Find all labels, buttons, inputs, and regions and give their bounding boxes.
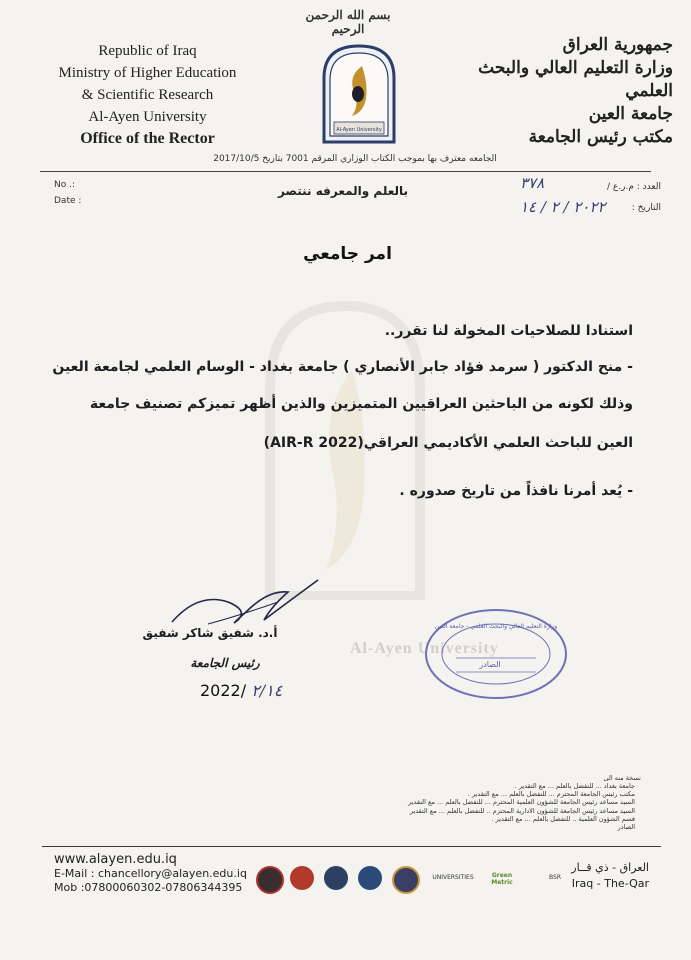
svg-text:Al-Ayen University: Al-Ayen University xyxy=(336,127,382,133)
svg-text:وزارة التعليم العالي والبحث ال: وزارة التعليم العالي والبحث العلمي - جامعة العين xyxy=(434,623,558,630)
body-item-1-cont2: العين للباحث العلمي الأكاديمي العراقي(AIR-R 2022) xyxy=(263,435,633,451)
en-line-4: Al-Ayen University xyxy=(88,109,207,125)
footer-website[interactable]: www.alayen.edu.iq xyxy=(54,852,177,867)
ar-line-1: جمهورية العراق xyxy=(562,35,673,55)
en-line-3: & Scientific Research xyxy=(81,87,214,103)
footer-divider xyxy=(42,846,661,847)
badge-icon xyxy=(392,866,420,894)
badge-icon xyxy=(358,866,382,890)
partner-universities: UNIVERSITIES xyxy=(432,874,474,881)
stamp-issued: الصادر xyxy=(479,660,501,669)
ar-line-4: مكتب رئيس الجامعة xyxy=(528,127,673,147)
distribution-item: السيد مساعد رئيس الجامعة للشؤون العلمية المحترم ... للتفضل بالعلم ... مع التقدير xyxy=(408,798,635,807)
signature-date-printed: 2022/ xyxy=(200,681,247,700)
distribution-item: مكتب رئيس الجامعة المحترم ... للتفضل بالعلم ... مع التقدير . xyxy=(467,790,635,799)
location-arabic: العراق - ذي قــار xyxy=(571,861,649,874)
signatory-name: أ.د. شفيق شاكر شفيق xyxy=(142,626,278,640)
signature-date xyxy=(200,681,282,700)
signatory-title: رئيس الجامعة xyxy=(190,656,260,670)
location-english: Iraq - The-Qar xyxy=(571,877,649,890)
partner-greenmetric: Green Metric xyxy=(491,872,513,886)
university-logo xyxy=(318,42,400,146)
footer-contact xyxy=(54,853,247,895)
distribution-list xyxy=(315,782,635,831)
distribution-item: قسم الشؤون العلمية .. للتفضل بالعلم ... مع التقدير . xyxy=(491,814,635,823)
distribution-item: جامعة بغداد ... للتفضل بالعلم ... مع التقدير . xyxy=(514,782,635,790)
body-intro: استنادا للصلاحيات المخولة لنا تقرر.. xyxy=(384,323,633,339)
signature-date-handwritten: ٢/١٤ xyxy=(251,681,283,700)
date-value: ٢٠٢٢ / ٢ / ١٤ xyxy=(520,198,606,216)
header-divider xyxy=(40,171,651,172)
document-title: امر جامعي xyxy=(303,244,392,264)
footer-location xyxy=(571,860,649,892)
footer-email[interactable]: E-Mail : chancellory@alayen.edu.iq xyxy=(54,867,247,880)
header-english xyxy=(20,40,275,150)
distribution-item: الصادر xyxy=(617,823,635,832)
distribution-title: نسخة منه الى xyxy=(603,774,641,782)
ar-line-3: جامعة العين xyxy=(588,104,673,124)
en-line-2: Ministry of Higher Education xyxy=(58,65,237,81)
official-stamp xyxy=(422,606,570,702)
footer-mobile: Mob :07800060302-07806344395 xyxy=(54,881,243,894)
partner-bsr: BSR xyxy=(549,874,561,881)
motto: بالعلم والمعرفه ننتصر xyxy=(277,184,409,198)
body-item-2: - يُعد أمرنا نافذاً من تاريخ صدوره . xyxy=(399,483,633,499)
no-label: No .: xyxy=(54,180,75,190)
body-item-1-cont: وذلك لكونه من الباحثين العراقيين المتميزين والذين أظهر تميزكم تصنيف جامعة xyxy=(89,396,633,412)
handwritten-signature xyxy=(168,572,328,632)
badge-icon xyxy=(256,866,284,894)
body-item-1: - منح الدكتور ( سرمد فؤاد جابر الأنصاري ) جامعة بغداد - الوسام العلمي لجامعة العين xyxy=(52,359,633,375)
number-value: ٣٧٨ xyxy=(520,174,545,192)
distribution-item: السيد مساعد رئيس الجامعة للشؤون الادارية المحترم .. للتفضل بالعلم ... مع التقدير xyxy=(409,806,635,815)
badge-icon xyxy=(324,866,348,890)
watermark-text: Al-Ayen University xyxy=(350,640,499,657)
ar-line-2: وزارة التعليم العالي والبحث العلمي xyxy=(478,58,673,101)
recognition-note: الجامعه معترف بها بموجب الكتاب الوزاري المرقم 7001 بتاريخ 2017/10/5 xyxy=(213,154,497,164)
date-label-ar: التاريخ : xyxy=(631,203,661,213)
en-line-1: Republic of Iraq xyxy=(98,43,197,59)
header-arabic xyxy=(473,34,673,149)
en-office: Office of the Rector xyxy=(80,130,215,147)
date-label: Date : xyxy=(54,196,82,206)
number-label-ar: العدد : م.ر.ع / xyxy=(607,182,661,192)
badge-icon xyxy=(290,866,314,890)
basmala: بسم الله الرحمن الرحيم xyxy=(305,8,391,36)
